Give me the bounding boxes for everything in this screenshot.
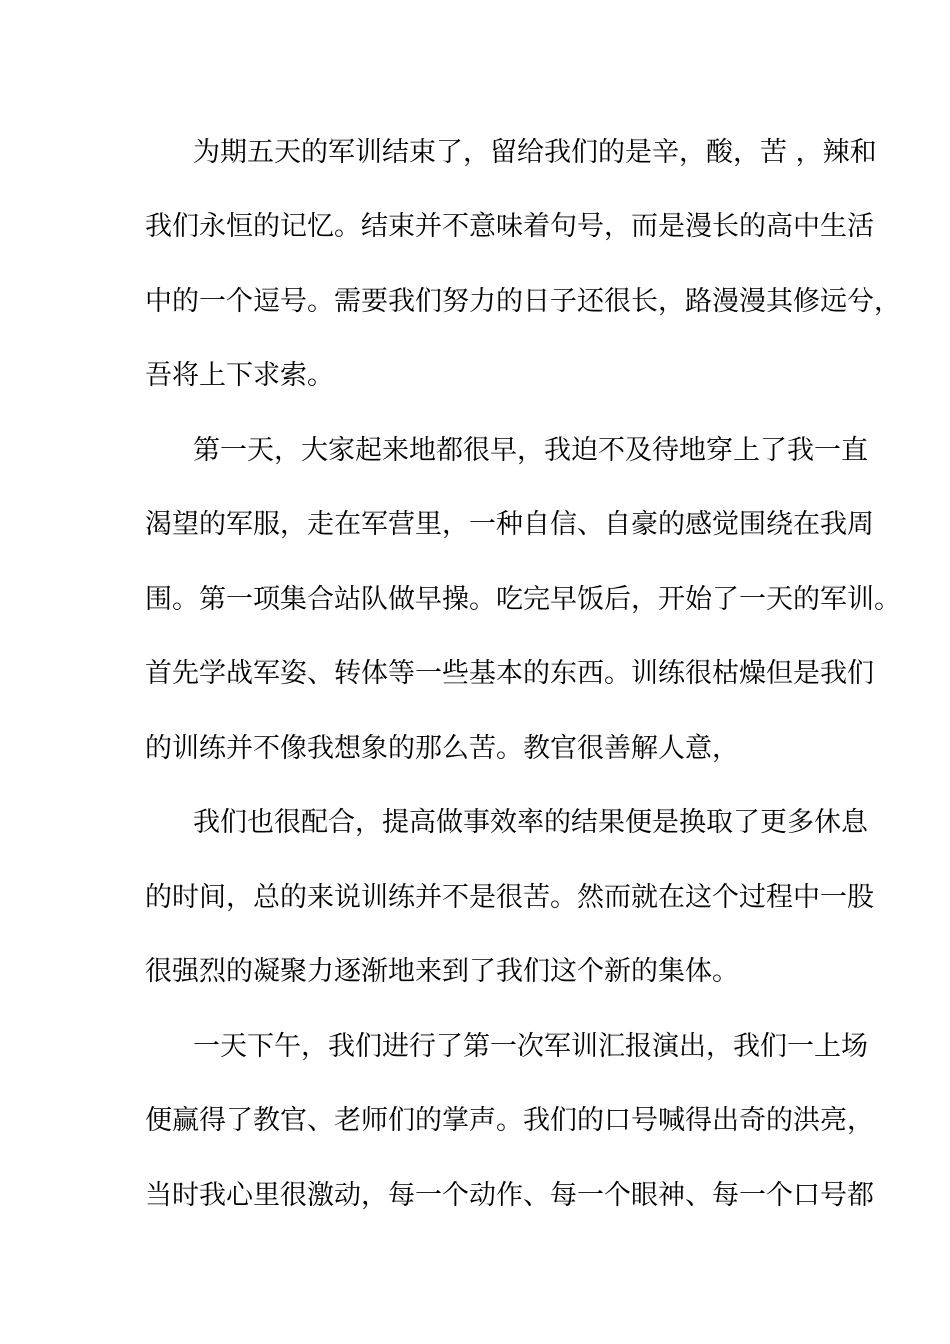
paragraph-3-line-2: 的时间，总的来说训练并不是很苦。然而就在这个过程中一股	[145, 882, 874, 913]
paragraph-4-line-2: 便赢得了教官、老师们的掌声。我们的口号喊得出奇的洪亮，	[145, 1105, 874, 1136]
paragraph-2-line-5: 的训练并不像我想象的那么苦。教官很善解人意，	[145, 733, 739, 764]
paragraph-1-line-2: 我们永恒的记忆。结束并不意味着句号，而是漫长的高中生活	[145, 211, 874, 242]
paragraph-2-line-3: 围。第一项集合站队做早操。吃完早饭后，开始了一天的军训。	[145, 584, 901, 615]
paragraph-1-line-4: 吾将上下求索。	[145, 360, 334, 391]
paragraph-4-line-1: 一天下午，我们进行了第一次军训汇报演出，我们一上场	[193, 1031, 868, 1062]
paragraph-1-line-3: 中的一个逗号。需要我们努力的日子还很长，路漫漫其修远兮，	[145, 286, 901, 317]
paragraph-3-line-3: 很强烈的凝聚力逐渐地来到了我们这个新的集体。	[145, 956, 739, 987]
paragraph-3-line-1: 我们也很配合，提高做事效率的结果便是换取了更多休息	[193, 807, 868, 838]
paragraph-2-line-1: 第一天，大家起来地都很早，我迫不及待地穿上了我一直	[193, 435, 868, 466]
paragraph-2-line-4: 首先学战军姿、转体等一些基本的东西。训练很枯燥但是我们	[145, 658, 874, 689]
paragraph-1-line-1: 为期五天的军训结束了，留给我们的是辛，酸，苦 ，辣和	[193, 137, 877, 168]
paragraph-2-line-2: 渴望的军服，走在军营里，一种自信、自豪的感觉围绕在我周	[145, 509, 874, 540]
paragraph-4-line-3: 当时我心里很激动，每一个动作、每一个眼神、每一个口号都	[145, 1180, 874, 1211]
